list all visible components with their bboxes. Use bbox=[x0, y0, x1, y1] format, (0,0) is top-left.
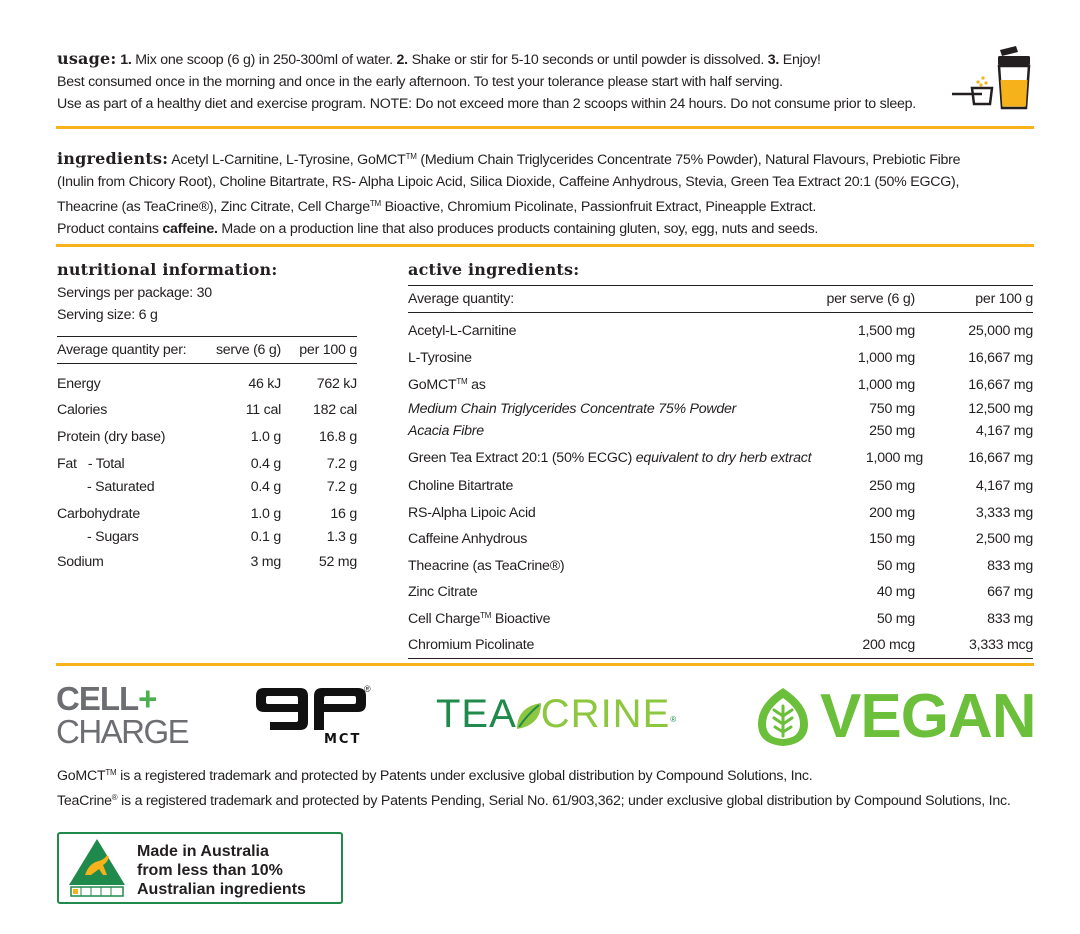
table-row bbox=[408, 605, 1033, 632]
active-rule-header bbox=[408, 312, 1033, 313]
step-3-number: 3. bbox=[767, 52, 780, 68]
per-serve-value: 200 mg bbox=[869, 504, 915, 521]
step-2-number: 2. bbox=[396, 52, 408, 68]
ingredient-name bbox=[408, 377, 795, 393]
table-row bbox=[408, 579, 1033, 605]
registered-mark: ® bbox=[111, 793, 118, 802]
per-100g-value: 7.2 g bbox=[326, 456, 357, 472]
table-row bbox=[408, 632, 1033, 658]
per-100g-value: 1.3 g bbox=[326, 529, 357, 545]
nutrient-name: Energy bbox=[57, 375, 101, 392]
ingredients-text: (Medium Chain Triglycerides Concentrate 75% Powder), Natural Flavours, Prebiotic Fibre bbox=[416, 152, 961, 168]
usage-line-1 bbox=[57, 48, 916, 71]
teacrine-logo bbox=[436, 692, 677, 737]
registered-mark: ® bbox=[364, 684, 371, 694]
ingredient-name bbox=[408, 450, 811, 466]
trademark-line-2 bbox=[57, 787, 1011, 812]
trademark-text: is a registered trademark and protected by Patents Pending, Serial No. 61/903,362; under exclusive global distribution by Compound Solutions, Inc. bbox=[117, 793, 1011, 809]
table-row bbox=[57, 452, 357, 476]
leaf-icon bbox=[515, 701, 543, 731]
ingredients-section bbox=[57, 146, 960, 240]
per-serve-value: 50 mg bbox=[876, 610, 915, 627]
per-serve-value: 1,000 mg bbox=[865, 449, 924, 466]
ingredients-heading: ingredients: bbox=[57, 149, 169, 168]
trademark-notes bbox=[57, 762, 1011, 812]
per-serve-value: 11 cal bbox=[245, 402, 281, 418]
ingredients-text: Theacrine (as TeaCrine®), Zinc Citrate, Cell Charge bbox=[57, 199, 370, 215]
per-serve-value: 1.0 g bbox=[250, 506, 281, 522]
ingredient-name: Choline Bitartrate bbox=[408, 478, 514, 494]
per-serve-value: 1,000 mg bbox=[857, 350, 915, 366]
per-100g-value: 25,000 mg bbox=[968, 323, 1033, 339]
ingredient-name: Acetyl-L-Carnitine bbox=[408, 323, 517, 339]
trademark-text: GoMCT bbox=[57, 768, 106, 784]
table-row bbox=[408, 371, 1033, 398]
badge-line: from less than 10% bbox=[137, 862, 283, 879]
ingredients-text: Made on a production line that also produces products containing gluten, soy, egg, nuts and seeds. bbox=[217, 221, 819, 237]
usage-heading: usage: bbox=[57, 49, 117, 68]
step-2-text: Shake or stir for 5-10 seconds or until powder is dissolved. bbox=[407, 52, 768, 68]
badge-line: Made in Australia bbox=[137, 843, 269, 860]
usage-line-3: Use as part of a healthy diet and exercise program. NOTE: Do not exceed more than 2 scoops within 24 hours. Do not consume prior to sleep. bbox=[57, 96, 916, 112]
logo-text: TEA bbox=[436, 692, 517, 736]
ingredients-text: Product contains bbox=[57, 221, 163, 237]
per-100g-value: 833 mg bbox=[987, 557, 1033, 574]
per-100g-value: 16 g bbox=[330, 506, 357, 522]
tm-mark: TM bbox=[405, 152, 417, 161]
per-100g-value: 2,500 mg bbox=[975, 531, 1033, 547]
per-100g-value: 762 kJ bbox=[316, 375, 357, 392]
header-per-serve: serve (6 g) bbox=[215, 342, 281, 358]
per-serve-value: 250 mg bbox=[869, 423, 915, 439]
per-100g-value: 182 cal bbox=[313, 402, 357, 418]
vegan-logo bbox=[750, 684, 1035, 750]
per-100g-value: 16,667 mg bbox=[968, 449, 1033, 466]
per-serve-value: 0.4 g bbox=[250, 479, 281, 495]
ingredient-text: Cell Charge bbox=[408, 610, 481, 627]
per-serve-value: 0.1 g bbox=[250, 529, 281, 545]
per-100g-value: 12,500 mg bbox=[968, 401, 1033, 417]
registered-mark: ® bbox=[670, 715, 678, 724]
per-serve-value: 50 mg bbox=[876, 557, 915, 574]
ingredient-name: Caffeine Anhydrous bbox=[408, 531, 528, 547]
nutrition-header-row bbox=[57, 337, 357, 363]
per-serve-value: 40 mg bbox=[876, 584, 915, 600]
ingredient-name: Acacia Fibre bbox=[408, 423, 484, 439]
kangaroo-triangle-icon bbox=[67, 837, 127, 899]
ingredients-text: Bioactive, Chromium Picolinate, Passionfruit Extract, Pineapple Extract. bbox=[380, 199, 817, 215]
step-3-text: Enjoy! bbox=[779, 52, 821, 68]
per-100g-value: 4,167 mg bbox=[975, 478, 1033, 494]
usage-line-2: Best consumed once in the morning and once in the early afternoon. To test your tolerance please start with half serving. bbox=[57, 74, 783, 90]
active-heading: active ingredients: bbox=[408, 260, 580, 279]
table-row bbox=[57, 476, 357, 498]
per-serve-value: 3 mg bbox=[250, 554, 281, 570]
ingredient-name bbox=[408, 611, 795, 627]
ingredients-line-1 bbox=[57, 146, 960, 171]
trademark-text: is a registered trademark and protected by Patents under exclusive global distribution by Compound Solutions, Inc. bbox=[116, 768, 813, 784]
divider-2 bbox=[56, 244, 1034, 247]
plus-icon: + bbox=[138, 680, 157, 717]
tm-mark: TM bbox=[456, 376, 468, 386]
per-100g-value: 16,667 mg bbox=[968, 350, 1033, 366]
ingredient-text: Green Tea Extract 20:1 (50% ECGC) bbox=[408, 449, 636, 466]
table-row bbox=[57, 423, 357, 450]
tm-mark: TM bbox=[105, 768, 117, 777]
per-100g-value: 16,667 mg bbox=[968, 376, 1033, 393]
nutrient-name: - Saturated bbox=[87, 479, 155, 495]
table-row bbox=[57, 548, 357, 576]
logo-text: CRINE bbox=[540, 692, 671, 736]
ingredients-text: Acetyl L-Carnitine, L-Tyrosine, GoMCT bbox=[168, 152, 406, 168]
gomct-logo bbox=[252, 686, 384, 748]
active-ingredients-panel bbox=[408, 258, 1033, 659]
tm-mark: TM bbox=[480, 610, 492, 620]
per-100g-value: 16.8 g bbox=[319, 428, 357, 445]
made-in-australia-badge bbox=[57, 832, 343, 904]
header-per-100g: per 100 g bbox=[975, 291, 1033, 307]
per-serve-value: 0.4 g bbox=[250, 456, 281, 472]
ingredient-text: as bbox=[467, 376, 486, 393]
nutrient-name: - Sugars bbox=[87, 529, 139, 545]
nutrient-name: Fat - Total bbox=[57, 456, 125, 472]
logo-text: VEGAN bbox=[820, 682, 1036, 751]
nutrient-name: Carbohydrate bbox=[57, 506, 140, 522]
table-row bbox=[408, 552, 1033, 579]
per-100g-value: 7.2 g bbox=[326, 479, 357, 495]
divider-3 bbox=[56, 663, 1034, 666]
nutrient-name: Sodium bbox=[57, 554, 104, 570]
table-row bbox=[57, 526, 357, 548]
ingredient-name: Theacrine (as TeaCrine®) bbox=[408, 557, 565, 574]
badge-line: Australian ingredients bbox=[137, 881, 306, 898]
table-row bbox=[408, 499, 1033, 526]
per-100g-value: 3,333 mg bbox=[975, 504, 1033, 521]
per-100g-value: 833 mg bbox=[987, 610, 1033, 627]
active-rule-bottom bbox=[408, 658, 1033, 659]
table-row bbox=[408, 526, 1033, 552]
step-1-number: 1. bbox=[120, 52, 132, 68]
vegan-leaf-icon bbox=[750, 684, 816, 750]
per-100g-value: 4,167 mg bbox=[975, 423, 1033, 439]
header-avg-quantity: Average quantity: bbox=[408, 291, 514, 307]
per-100g-value: 52 mg bbox=[318, 554, 357, 570]
table-row bbox=[408, 317, 1033, 345]
per-serve-value: 200 mcg bbox=[862, 637, 915, 653]
caffeine-warning: caffeine. bbox=[162, 221, 218, 237]
header-avg-quantity: Average quantity per: bbox=[57, 342, 187, 358]
trademark-line-1 bbox=[57, 762, 1011, 787]
nutrition-rule-header bbox=[57, 363, 357, 364]
active-header-row bbox=[408, 286, 1033, 312]
cell-charge-logo bbox=[56, 682, 188, 748]
logo-text: CELL bbox=[56, 680, 139, 717]
usage-section bbox=[57, 48, 916, 115]
table-row bbox=[408, 345, 1033, 371]
ingredient-name: Chromium Picolinate bbox=[408, 637, 535, 653]
logo-text: MCT bbox=[324, 732, 362, 747]
ingredient-name: Zinc Citrate bbox=[408, 584, 478, 600]
ingredient-text: Bioactive bbox=[491, 610, 551, 627]
header-per-serve: per serve (6 g) bbox=[826, 291, 915, 307]
per-serve-value: 250 mg bbox=[869, 478, 915, 494]
made-in-australia-text bbox=[137, 842, 306, 899]
table-row bbox=[408, 398, 1033, 420]
ingredient-text: GoMCT bbox=[408, 376, 457, 393]
per-serve-value: 46 kJ bbox=[248, 375, 281, 392]
step-1-text: Mix one scoop (6 g) in 250-300ml of water. bbox=[131, 52, 397, 68]
trademark-text: TeaCrine bbox=[57, 793, 112, 809]
per-serve-value: 1,500 mg bbox=[857, 323, 915, 339]
table-row bbox=[408, 473, 1033, 499]
table-row bbox=[57, 370, 357, 397]
per-serve-value: 1,000 mg bbox=[857, 376, 915, 393]
per-100g-value: 667 mg bbox=[987, 584, 1033, 600]
ingredient-name: Medium Chain Triglycerides Concentrate 75% Powder bbox=[408, 401, 737, 417]
servings-per-package: Servings per package: 30 bbox=[57, 285, 212, 301]
serving-size: Serving size: 6 g bbox=[57, 307, 158, 323]
ingredients-line-4 bbox=[57, 218, 960, 240]
scoop-and-shaker-icon bbox=[950, 44, 1036, 112]
nutrient-name: Protein (dry base) bbox=[57, 428, 166, 445]
table-row bbox=[408, 420, 1033, 442]
table-row bbox=[408, 442, 1033, 473]
per-100g-value: 3,333 mcg bbox=[969, 637, 1033, 653]
table-row bbox=[57, 502, 357, 526]
ingredient-name: RS-Alpha Lipoic Acid bbox=[408, 504, 536, 521]
divider-1 bbox=[56, 126, 1034, 129]
tm-mark: TM bbox=[369, 199, 381, 208]
ingredients-line-2: (Inulin from Chicory Root), Choline Bitartrate, RS- Alpha Lipoic Acid, Silica Dioxide, Caffeine Anhydrous, Stevia, Green Tea Extract 20:1 (50% EGCG), bbox=[57, 174, 960, 190]
nutrition-heading: nutritional information: bbox=[57, 260, 278, 279]
per-serve-value: 1.0 g bbox=[250, 428, 281, 445]
per-serve-value: 150 mg bbox=[869, 531, 915, 547]
ingredients-line-3 bbox=[57, 193, 960, 218]
nutrition-panel bbox=[57, 258, 357, 576]
per-serve-value: 750 mg bbox=[869, 401, 915, 417]
nutrient-name: Calories bbox=[57, 402, 108, 418]
table-row bbox=[57, 397, 357, 423]
gomct-mark-icon bbox=[252, 686, 372, 732]
logo-text: CHARGE bbox=[56, 713, 189, 750]
ingredient-note: equivalent to dry herb extract bbox=[635, 449, 812, 466]
ingredient-name: L-Tyrosine bbox=[408, 350, 472, 366]
header-per-100g: per 100 g bbox=[299, 342, 357, 358]
